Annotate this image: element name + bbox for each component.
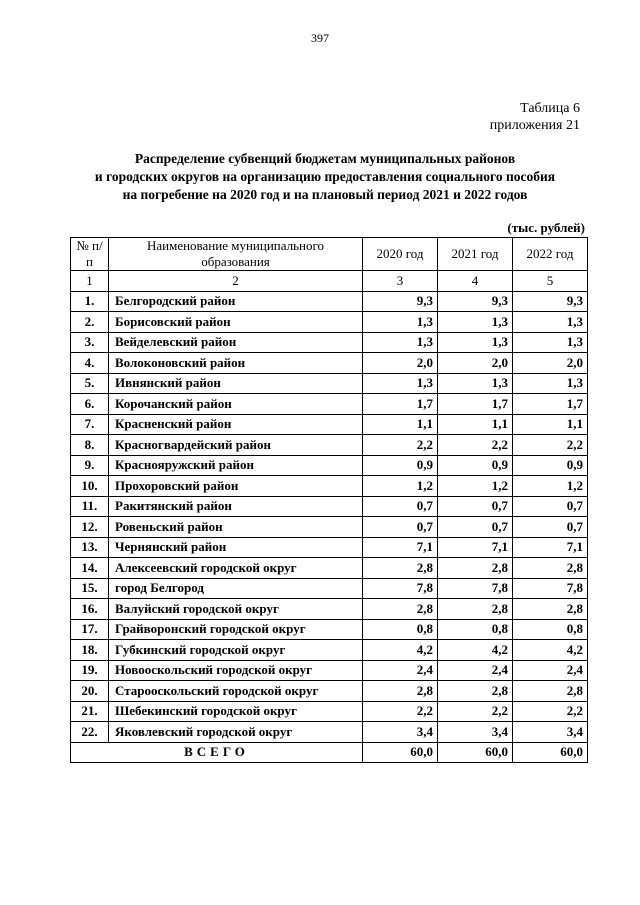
table-row [71, 558, 588, 579]
table-label [490, 100, 580, 134]
document-title [60, 150, 590, 204]
value-2021: 1,3 [438, 373, 513, 394]
value-2021: 7,1 [438, 537, 513, 558]
value-2022: 9,3 [513, 291, 588, 312]
value-2020: 2,8 [363, 681, 438, 702]
value-2021: 0,9 [438, 455, 513, 476]
municipality-name: Новооскольский городской округ [109, 660, 363, 681]
table-body [71, 291, 588, 742]
municipality-name: Волоконовский район [109, 353, 363, 374]
table-label-line2: приложения 21 [489, 118, 580, 133]
row-number: 6. [71, 394, 109, 415]
value-2021: 1,7 [438, 394, 513, 415]
row-number: 14. [71, 558, 109, 579]
table-row [71, 537, 588, 558]
municipality-name: Яковлевский городской округ [109, 722, 363, 743]
row-number: 19. [71, 660, 109, 681]
municipality-name: город Белгород [109, 578, 363, 599]
header-2020: 2020 год [363, 238, 438, 271]
municipality-name: Алексеевский городской округ [109, 558, 363, 579]
value-2020: 2,2 [363, 701, 438, 722]
row-number: 17. [71, 619, 109, 640]
value-2021: 1,3 [438, 332, 513, 353]
table-row [71, 455, 588, 476]
table-row [71, 660, 588, 681]
title-line1: Распределение субвенций бюджетам муниципальных районов [134, 151, 516, 166]
total-row [71, 742, 588, 763]
table-row [71, 517, 588, 538]
header-num: № п/п [71, 238, 109, 271]
unit-label: (тыс. рублей) [507, 220, 585, 235]
value-2022: 1,2 [513, 476, 588, 497]
municipality-name: Прохоровский район [109, 476, 363, 497]
value-2020: 1,3 [363, 332, 438, 353]
row-number: 16. [71, 599, 109, 620]
value-2021: 2,4 [438, 660, 513, 681]
value-2022: 0,9 [513, 455, 588, 476]
row-number: 4. [71, 353, 109, 374]
row-number: 2. [71, 312, 109, 333]
table-header-row [71, 238, 588, 271]
table-row [71, 496, 588, 517]
column-number: 5 [513, 271, 588, 292]
table-row [71, 619, 588, 640]
value-2022: 1,3 [513, 373, 588, 394]
header-2022: 2022 год [513, 238, 588, 271]
row-number: 20. [71, 681, 109, 702]
value-2020: 3,4 [363, 722, 438, 743]
value-2022: 1,3 [513, 312, 588, 333]
municipality-name: Борисовский район [109, 312, 363, 333]
value-2022: 1,7 [513, 394, 588, 415]
value-2020: 1,1 [363, 414, 438, 435]
value-2020: 2,8 [363, 599, 438, 620]
page-number: 397 [311, 31, 329, 45]
value-2021: 4,2 [438, 640, 513, 661]
municipality-name: Старооскольский городской округ [109, 681, 363, 702]
row-number: 15. [71, 578, 109, 599]
table-row [71, 312, 588, 333]
row-number: 22. [71, 722, 109, 743]
title-line2: и городских округов на организацию предоставления социального пособия [94, 169, 556, 184]
table-row [71, 681, 588, 702]
municipality-name: Шебекинский городской округ [109, 701, 363, 722]
table-row [71, 701, 588, 722]
value-2021: 0,7 [438, 517, 513, 538]
value-2021: 7,8 [438, 578, 513, 599]
value-2022: 0,7 [513, 496, 588, 517]
value-2021: 9,3 [438, 291, 513, 312]
value-2022: 2,8 [513, 681, 588, 702]
municipality-name: Красногвардейский район [109, 435, 363, 456]
value-2021: 1,2 [438, 476, 513, 497]
table-row [71, 476, 588, 497]
header-2021: 2021 год [438, 238, 513, 271]
value-2022: 7,1 [513, 537, 588, 558]
value-2022: 2,8 [513, 599, 588, 620]
row-number: 18. [71, 640, 109, 661]
value-2020: 1,2 [363, 476, 438, 497]
municipality-name: Губкинский городской округ [109, 640, 363, 661]
total-2020: 60,0 [363, 742, 438, 763]
row-number: 21. [71, 701, 109, 722]
value-2020: 4,2 [363, 640, 438, 661]
table-row [71, 353, 588, 374]
total-2021: 60,0 [438, 742, 513, 763]
value-2022: 7,8 [513, 578, 588, 599]
value-2020: 2,8 [363, 558, 438, 579]
column-number-row [71, 271, 588, 292]
column-number: 2 [109, 271, 363, 292]
total-2022: 60,0 [513, 742, 588, 763]
value-2021: 3,4 [438, 722, 513, 743]
municipality-name: Красненский район [109, 414, 363, 435]
value-2022: 1,1 [513, 414, 588, 435]
row-number: 10. [71, 476, 109, 497]
value-2021: 2,0 [438, 353, 513, 374]
municipality-name: Ракитянский район [109, 496, 363, 517]
table-row [71, 640, 588, 661]
value-2020: 0,7 [363, 517, 438, 538]
row-number: 11. [71, 496, 109, 517]
row-number: 9. [71, 455, 109, 476]
municipality-name: Вейделевский район [109, 332, 363, 353]
row-number: 7. [71, 414, 109, 435]
value-2020: 1,3 [363, 373, 438, 394]
table-row [71, 578, 588, 599]
table-row [71, 599, 588, 620]
municipality-name: Ивнянский район [109, 373, 363, 394]
row-number: 3. [71, 332, 109, 353]
municipality-name: Грайворонский городской округ [109, 619, 363, 640]
total-label: ВСЕГО [71, 742, 363, 763]
value-2020: 7,1 [363, 537, 438, 558]
title-line3: на погребение на 2020 год и на плановый период 2021 и 2022 годов [122, 187, 528, 202]
table-row [71, 435, 588, 456]
value-2022: 2,2 [513, 435, 588, 456]
value-2020: 0,7 [363, 496, 438, 517]
value-2020: 7,8 [363, 578, 438, 599]
municipality-name: Валуйский городской округ [109, 599, 363, 620]
row-number: 12. [71, 517, 109, 538]
column-number: 1 [71, 271, 109, 292]
value-2020: 0,9 [363, 455, 438, 476]
row-number: 1. [71, 291, 109, 312]
row-number: 5. [71, 373, 109, 394]
subvention-table [70, 237, 588, 763]
column-number: 4 [438, 271, 513, 292]
table-row [71, 291, 588, 312]
value-2020: 0,8 [363, 619, 438, 640]
municipality-name: Белгородский район [109, 291, 363, 312]
value-2021: 1,1 [438, 414, 513, 435]
value-2020: 2,2 [363, 435, 438, 456]
municipality-name: Ровеньский район [109, 517, 363, 538]
value-2021: 2,2 [438, 701, 513, 722]
table-row [71, 414, 588, 435]
value-2020: 2,4 [363, 660, 438, 681]
value-2021: 2,2 [438, 435, 513, 456]
value-2022: 3,4 [513, 722, 588, 743]
municipality-name: Чернянский район [109, 537, 363, 558]
column-number: 3 [363, 271, 438, 292]
value-2020: 2,0 [363, 353, 438, 374]
value-2020: 1,3 [363, 312, 438, 333]
value-2022: 2,8 [513, 558, 588, 579]
value-2021: 2,8 [438, 599, 513, 620]
row-number: 13. [71, 537, 109, 558]
value-2022: 2,2 [513, 701, 588, 722]
value-2021: 0,7 [438, 496, 513, 517]
table-row [71, 332, 588, 353]
value-2022: 2,4 [513, 660, 588, 681]
value-2022: 0,7 [513, 517, 588, 538]
row-number: 8. [71, 435, 109, 456]
value-2021: 1,3 [438, 312, 513, 333]
value-2022: 1,3 [513, 332, 588, 353]
header-name: Наименование муниципального образования [109, 238, 363, 271]
value-2021: 2,8 [438, 681, 513, 702]
value-2022: 2,0 [513, 353, 588, 374]
value-2021: 0,8 [438, 619, 513, 640]
table-row [71, 394, 588, 415]
value-2020: 9,3 [363, 291, 438, 312]
table-row [71, 722, 588, 743]
municipality-name: Корочанский район [109, 394, 363, 415]
table-label-line1: Таблица 6 [520, 101, 580, 116]
value-2022: 0,8 [513, 619, 588, 640]
value-2020: 1,7 [363, 394, 438, 415]
value-2022: 4,2 [513, 640, 588, 661]
table-row [71, 373, 588, 394]
value-2021: 2,8 [438, 558, 513, 579]
municipality-name: Краснояружский район [109, 455, 363, 476]
